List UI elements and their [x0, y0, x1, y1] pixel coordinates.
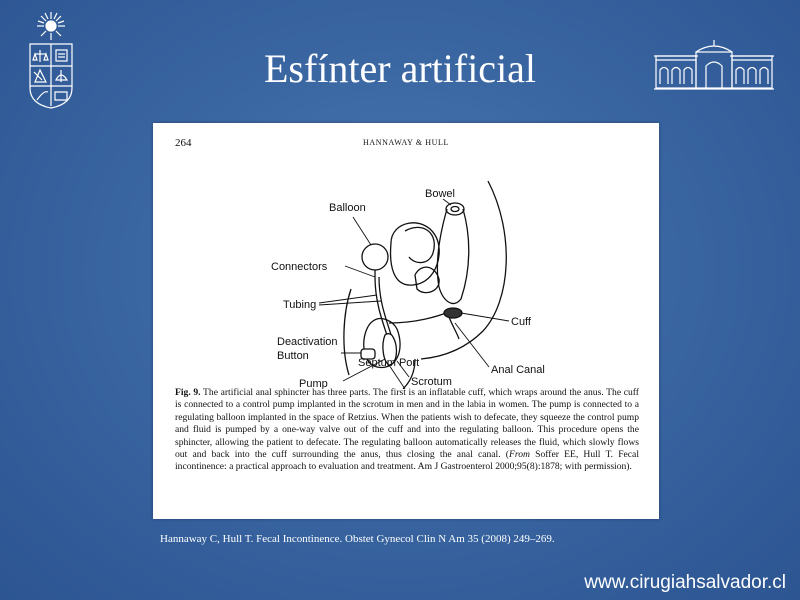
label-cuff: Cuff [511, 316, 531, 328]
anal-canal [449, 317, 459, 339]
page-number: 264 [175, 137, 192, 149]
figure-caption [175, 387, 639, 474]
caption-text: The artificial anal sphincter has three parts. The first is an inflatable cuff, which wraps around the anus. The cuff is connected to a control pump implanted in the scrotum in men and in the labia in women. The pump is connected to a regulating balloon implanted in the space of Retzius. When the patients wish to defecate, they squeeze the control pump and fluid is pumped by a one-way valve out of the cuff and into the regulating balloon. This procedure opens the sphincter, allowing the patient to defecate. The regulating balloon automatically releases the fluid, which slowly flows out and back into the cuff surrounding the anus, thus closing the anal canal. ( [175, 387, 639, 461]
label-button: Button [277, 350, 309, 362]
label-balloon: Balloon [329, 202, 366, 214]
label-connectors: Connectors [271, 261, 328, 273]
bowel [437, 209, 468, 303]
label-tubing: Tubing [283, 299, 317, 311]
label-scrotum: Scrotum [411, 376, 452, 388]
artificial-sphincter-diagram [153, 153, 659, 389]
university-crest-logo [22, 10, 80, 110]
running-head: HANNAWAY & HULL [363, 138, 449, 147]
cuff [444, 308, 462, 318]
caption-label: Fig. 9. [175, 387, 201, 398]
label-deactivation: Deactivation [277, 336, 338, 348]
label-anal-canal: Anal Canal [491, 364, 545, 376]
label-septum-port: Septum Port [358, 357, 420, 369]
tubing [375, 277, 389, 341]
website-url: www.cirugiahsalvador.cl [584, 572, 786, 593]
journal-figure [153, 123, 659, 519]
label-bowel: Bowel [425, 188, 455, 200]
hospital-building-logo [652, 40, 776, 92]
caption-citation: Soffer EE, Hull T. Fecal incontinence: a practical approach to evaluation and treatment. Am J Gastroenterol 2000;95(8):1878; with permission). [175, 449, 639, 473]
slide-reference: Hannaway C, Hull T. Fecal Incontinence. Obstet Gynecol Clin N Am 35 (2008) 249–269. [160, 533, 555, 545]
slide-title: Esfínter artificial [263, 46, 537, 91]
caption-from: From [508, 449, 530, 461]
label-pump: Pump [299, 378, 328, 389]
balloon [362, 244, 388, 270]
